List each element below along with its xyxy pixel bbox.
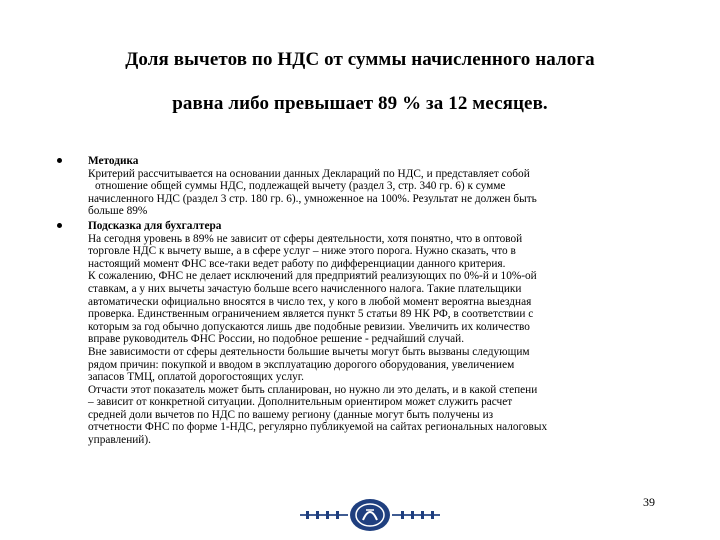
bullet-dot-icon bbox=[57, 223, 62, 228]
body-line: – зависит от конкретной ситуации. Дополнительным ориентиром может служить расчет bbox=[88, 396, 513, 409]
body-line: Критерий рассчитывается на основании данных Деклараций по НДС, и представляет собой bbox=[88, 167, 530, 180]
body-line: ставкам, а у них вычеты зачастую больше всего начисленного налога. Такие плательщики bbox=[88, 282, 522, 295]
body-line: На сегодня уровень в 89% не зависит от сферы деятельности, хотя понятно, что в оптовой bbox=[88, 232, 523, 245]
body-line: отношение общей суммы НДС, подлежащей вычету (раздел 3, стр. 340 гр. 6) к сумме bbox=[95, 180, 506, 193]
body-line: автоматически официально вносятся в число тех, у кого в любой момент вероятна выездная bbox=[88, 295, 532, 308]
emblem-logo-icon bbox=[300, 498, 440, 532]
bullet-list bbox=[57, 155, 667, 447]
body-line: которым за год обычно допускаются лишь две подобные ревизии. Увеличить их количество bbox=[88, 320, 530, 333]
bullet-heading: Подсказка для бухгалтера bbox=[88, 219, 222, 232]
body-line: Вне зависимости от сферы деятельности большие вычеты могут быть вызваны следующим bbox=[88, 345, 530, 358]
body-line: отчетности ФНС по форме 1-НДС, регулярно публикуемой на сайтах региональных налоговых bbox=[88, 421, 548, 434]
body-line: начисленного НДС (раздел 3 стр. 180 гр. 6)., умноженное на 100%. Результат не должен быть bbox=[88, 192, 537, 205]
bullet-item-methodology bbox=[57, 155, 667, 218]
bullet-item-accountant-tip bbox=[57, 220, 667, 447]
body-line: рядом причин: покупкой и вводом в эксплуатацию дорогого оборудования, увеличением bbox=[88, 358, 515, 371]
body-line: Отчасти этот показатель может быть спланирован, но нужно ли это делать, и в какой степени bbox=[88, 383, 538, 396]
bullet-dot-icon bbox=[57, 158, 62, 163]
body-line: запасов ТМЦ, оплатой дорогостоящих услуг. bbox=[88, 371, 304, 384]
body-line: К сожалению, ФНС не делает исключений для предприятий реализующих по 0%-й и 10%-ой bbox=[88, 270, 537, 283]
page-number: 39 bbox=[643, 495, 655, 509]
slide-title-line-1: Доля вычетов по НДС от суммы начисленного налога bbox=[125, 49, 595, 70]
body-line: проверка. Единственным ограничением является пункт 5 статьи 89 НК РФ, в соответствии с bbox=[88, 308, 534, 321]
body-line: настоящий момент ФНС все-таки ведет работу по дифференциации данного критерия. bbox=[88, 257, 506, 270]
bullet-heading: Методика bbox=[88, 155, 139, 167]
body-line: торговле НДС к вычету выше, а в сфере услуг – ниже этого порога. Нужно сказать, что в bbox=[88, 245, 516, 258]
body-line: управлений). bbox=[88, 434, 151, 447]
body-line: средней доли вычетов по НДС по вашему региону (данные могут быть получены из bbox=[88, 408, 494, 421]
body-line: больше 89% bbox=[88, 205, 148, 218]
body-line: вправе руководитель ФНС России, но подобное решение - редчайший случай. bbox=[88, 333, 465, 346]
slide-title-line-2: равна либо превышает 89 % за 12 месяцев. bbox=[172, 93, 548, 114]
